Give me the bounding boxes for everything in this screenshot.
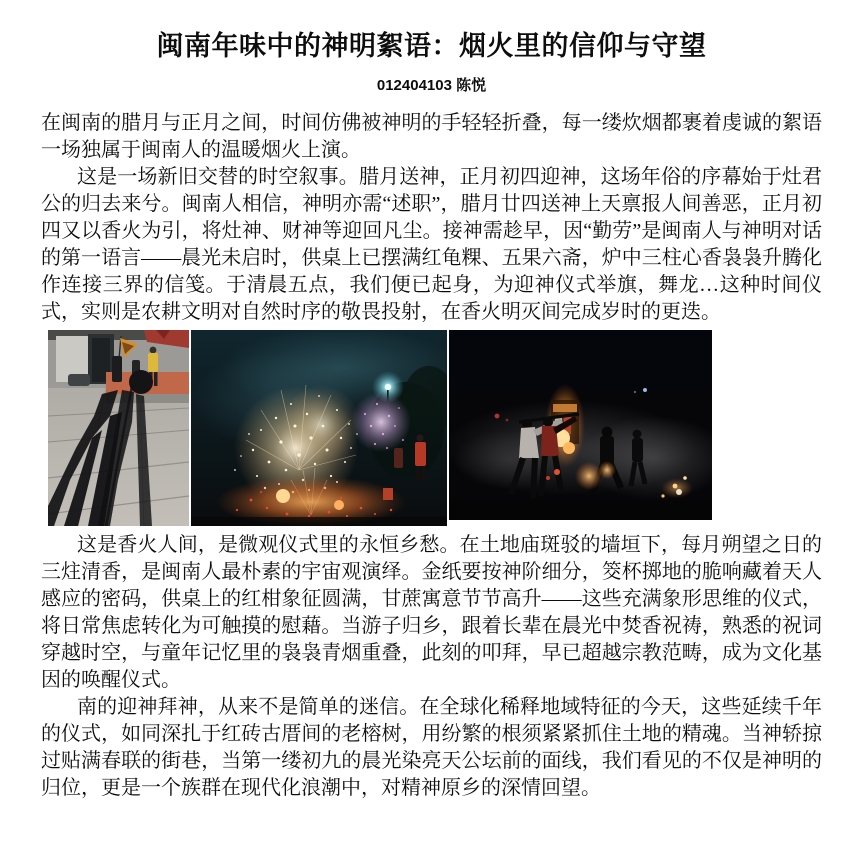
morning-street-shadows-graphic [48,330,189,526]
paragraph-incense-rituals: 这是香火人间，是微观仪式里的永恒乡愁。在土地庙斑驳的墙垣下，每月朔望之日的三炷清香，是闽南人最朴素的宇宙观演绎。金纸要按神阶细分，筊杯掷地的脆响藏着天人感应的密码，供桌上的红柑象征圆满，甘蔗寓意节节高升——这些充满象形思维的仪式，将日常焦虑转化为可触摸的慰藉。当游子归乡，跟着长辈在晨光中焚香祝祷，熟悉的祝词穿越时空，与童年记忆里的袅袅青烟重叠，此刻的叩拜，早已超越宗教范畴，成为文化基因的唤醒仪式。 [41,534,822,691]
author-line: 012404103 陈悦 [376,77,487,94]
night-fireworks-graphic [191,330,447,526]
photo-night-procession [449,330,712,520]
page-title: 闽南年味中的神明絮语：烟火里的信仰与守望 [156,31,707,61]
photo-row [48,330,863,526]
night-procession-graphic [449,330,712,520]
photo-night-fireworks [191,330,447,526]
paragraph-intro: 在闽南的腊月与正月之间，时间仿佛被神明的手轻轻折叠，每一缕炊烟都裹着虔诚的絮语一场独属于闽南人的温暖烟火上演。 [41,112,822,161]
paragraph-ritual-timeline: 这是一场新旧交替的时空叙事。腊月送神，正月初四迎神，这场年俗的序幕始于灶君公的归去来兮。闽南人相信，神明亦需“述职”，腊月廿四送神上天禀报人间善恶，正月初四又以香火为引，将灶神、财神等迎回凡尘。接神需趁早，因“勤劳”是闽南人与神明对话的第一语言——晨光未启时，供桌上已摆满红龟粿、五果六斋，炉中三柱心香袅袅升腾化作连接三界的信笺。于清晨五点，我们便已起身，为迎神仪式举旗，舞龙…这种时间仪式，实则是农耕文明对自然时序的敬畏投射，在香火明灭间完成岁时的更迭。 [41,166,822,323]
paragraph-conclusion: 南的迎神拜神，从来不是简单的迷信。在全球化稀释地域特征的今天，这些延续千年的仪式，如同深扎于红砖古厝间的老榕树，用纷繁的根须紧紧抓住土地的精魂。当神轿掠过贴满春联的街巷，当第一缕初九的晨光染亮天公坛前的面线，我们看见的不仅是神明的归位，更是一个族群在现代化浪潮中，对精神原乡的深情回望。 [41,696,822,799]
photo-morning-street-shadows [48,330,189,526]
